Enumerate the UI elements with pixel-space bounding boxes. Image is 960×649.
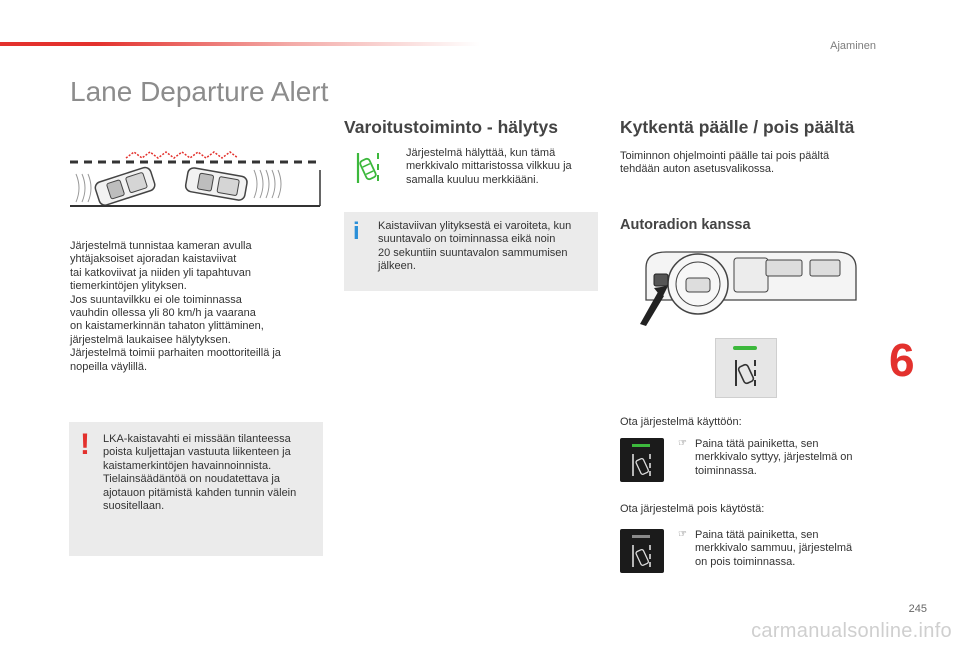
info-line: 20 sekuntiin suuntavalon sammumisen bbox=[378, 246, 568, 259]
info-line: jälkeen. bbox=[378, 260, 416, 273]
lane-departure-illustration bbox=[68, 140, 324, 212]
intro-line: Jos suuntavilkku ei ole toiminnassa bbox=[70, 293, 242, 306]
alert-line: samalla kuuluu merkkiääni. bbox=[406, 173, 539, 186]
alert-line: Järjestelmä hälyttää, kun tämä bbox=[406, 147, 556, 159]
enable-label: Ota järjestelmä käyttöön: bbox=[620, 416, 742, 428]
alert-description bbox=[406, 147, 596, 187]
intro-line: Järjestelmä tunnistaa kameran avulla bbox=[70, 240, 252, 252]
enable-line: merkkivalo syttyy, järjestelmä on bbox=[695, 451, 853, 464]
page-title: Lane Departure Alert bbox=[70, 76, 329, 107]
header-accent-bar bbox=[0, 42, 480, 46]
disable-line: Paina tätä painiketta, sen bbox=[695, 529, 819, 541]
intro-line: järjestelmä laukaisee hälytyksen. bbox=[70, 333, 231, 346]
warning-line: Tielainsäädäntöä on noudatettava ja bbox=[103, 473, 280, 486]
section-label: Ajaminen bbox=[830, 40, 876, 52]
warning-line: poista kuljettajan vastuuta liikenteen ja bbox=[103, 446, 291, 459]
hand-bullet-icon: ☞ bbox=[678, 438, 687, 449]
intro-line: vauhdin ollessa yli 80 km/h ja vaarana bbox=[70, 307, 256, 320]
info-line: Kaistaviivan ylityksestä ei varoiteta, kun bbox=[378, 220, 572, 232]
toggle-intro-line: Toiminnon ohjelmointi päälle tai pois päältä bbox=[620, 150, 830, 162]
button-led-off bbox=[632, 535, 650, 538]
watermark: carmanualsonline.info bbox=[751, 620, 952, 642]
car-icon-left bbox=[94, 166, 157, 207]
hand-bullet-icon: ☞ bbox=[678, 529, 687, 540]
disable-line: on pois toiminnassa. bbox=[695, 555, 796, 568]
warning-line: kaistamerkintöjen havainnoinnista. bbox=[103, 459, 272, 472]
button-led-on bbox=[733, 346, 757, 350]
warning-text bbox=[103, 433, 319, 513]
car-icon-right bbox=[185, 167, 248, 201]
warning-zigzag bbox=[126, 152, 238, 158]
disable-label: Ota järjestelmä pois käytöstä: bbox=[620, 503, 765, 515]
dashboard-illustration bbox=[636, 248, 866, 328]
enable-line: toiminnassa. bbox=[695, 464, 757, 477]
intro-line: nopeilla väylillä. bbox=[70, 360, 148, 373]
warning-line: ajotauon pitämistä kahden tunnin välein bbox=[103, 486, 297, 499]
enable-line: Paina tätä painiketta, sen bbox=[695, 438, 819, 450]
intro-line: tiemerkintöjen ylityksen. bbox=[70, 280, 187, 293]
alert-heading: Varoitustoiminto - hälytys bbox=[344, 117, 558, 137]
radio-subheading: Autoradion kanssa bbox=[620, 217, 751, 233]
lane-assist-on-icon bbox=[630, 452, 654, 478]
alert-line: merkkivalo mittaristossa vilkkuu ja bbox=[406, 160, 572, 173]
lane-assist-button-icon bbox=[733, 358, 759, 388]
lane-assist-off-icon bbox=[630, 543, 654, 569]
disable-line: merkkivalo sammuu, järjestelmä bbox=[695, 542, 853, 555]
warning-icon: ! bbox=[80, 428, 90, 461]
info-text bbox=[378, 220, 594, 274]
toggle-heading: Kytkentä päälle / pois päältä bbox=[620, 117, 855, 137]
warning-line: suositellaan. bbox=[103, 500, 165, 513]
page-number: 245 bbox=[908, 603, 927, 615]
intro-line: yhtäjaksoiset ajoradan kaistaviivat bbox=[70, 253, 237, 266]
disable-text bbox=[695, 529, 885, 569]
info-icon: i bbox=[353, 218, 360, 245]
toggle-intro bbox=[620, 150, 880, 177]
enable-text bbox=[695, 438, 885, 478]
lane-warning-indicator-icon bbox=[354, 151, 382, 185]
intro-line: tai katkoviivat ja niiden yli tapahtuvan bbox=[70, 266, 251, 279]
intro-line: on kaistamerkinnän tahaton ylittäminen, bbox=[70, 320, 264, 333]
warning-line: LKA-kaistavahti ei missään tilanteessa bbox=[103, 433, 291, 445]
toggle-intro-line: tehdään auton asetusvalikossa. bbox=[620, 163, 775, 176]
chapter-number: 6 bbox=[889, 334, 915, 386]
intro-line: Järjestelmä toimii parhaiten moottoriteillä ja bbox=[70, 347, 281, 360]
intro-paragraph bbox=[70, 240, 320, 374]
button-led-lit bbox=[632, 444, 650, 447]
info-line: suuntavalo on toiminnassa eikä noin bbox=[378, 233, 556, 246]
